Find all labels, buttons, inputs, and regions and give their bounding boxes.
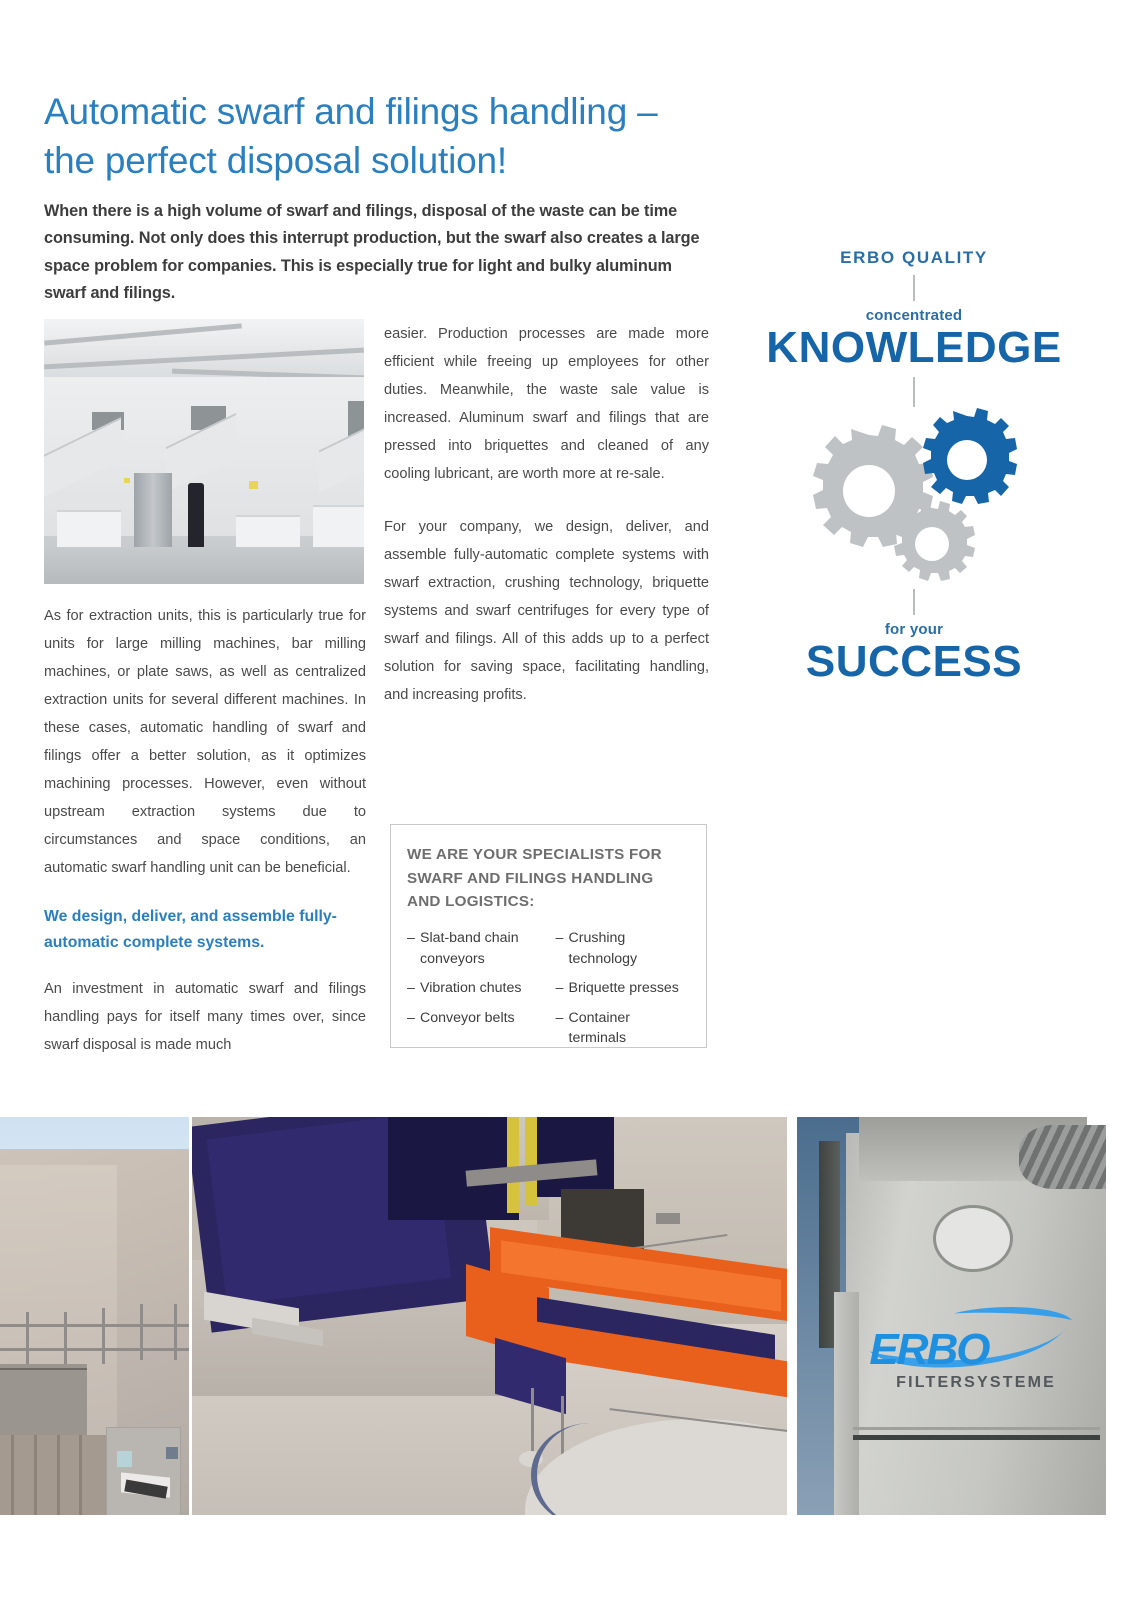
list-item-label: Container terminals	[568, 1009, 631, 1047]
list-item-label: Slat-band chain conveyors	[420, 930, 519, 967]
dash-bullet: –	[555, 930, 564, 947]
page-title-line1: Automatic swarf and filings handling –	[44, 91, 658, 132]
list-item-label: Conveyor belts	[420, 1009, 515, 1026]
specialists-column-left	[407, 928, 542, 1058]
list-item	[556, 1008, 691, 1049]
erbo-logo	[865, 1300, 1087, 1411]
dash-bullet: –	[555, 980, 564, 997]
photo-building-exterior	[0, 1117, 189, 1515]
list-item	[407, 928, 542, 969]
list-item-label: Briquette presses	[568, 980, 679, 997]
list-item	[556, 978, 691, 999]
dash-bullet: –	[407, 930, 415, 947]
list-item	[407, 1008, 542, 1029]
gear-blue	[923, 408, 1017, 504]
right-body-column	[384, 320, 709, 709]
list-item-label: Vibration chutes	[420, 980, 522, 997]
gear-small-grey	[894, 501, 975, 581]
left-body-column	[44, 602, 366, 1059]
photo-conveyor-plant	[192, 1117, 787, 1515]
list-item	[407, 978, 542, 999]
left-paragraph-1: As for extraction units, this is particularly true for units for large milling machines, bar milling machines, or plate saws, as well as centralized extraction units for several different machines. In these cases, automatic handling of swarf and filings offer a better solution, as it optimizes machining processes. However, even without upstream extraction systems due to circumstances and space conditions, an automatic swarf handling unit can be beneficial.	[44, 608, 366, 877]
erbo-logo-subtitle: FILTERSYSTEME	[896, 1373, 1056, 1391]
specialists-box-title: WE ARE YOUR SPECIALISTS FOR SWARF AND FILINGS HANDLING AND LOGISTICS:	[407, 846, 662, 911]
intro-paragraph: When there is a high volume of swarf and filings, disposal of the waste can be time consuming. Not only does this interrupt production, but the swarf also creates a large space problem for companies. This is especially true for light and bulky aluminum swarf and filings.	[44, 202, 700, 303]
dash-bullet: –	[407, 980, 415, 997]
specialists-list	[407, 928, 690, 1058]
connector-line-top	[913, 275, 915, 301]
left-highlight-text: We design, deliver, and assemble fully-automatic complete systems.	[44, 908, 337, 951]
list-item-label: Crushing technology	[568, 930, 638, 967]
photo-erbo-filter-unit	[797, 1117, 1106, 1515]
photo-industrial-hall	[44, 319, 364, 584]
list-item	[556, 928, 691, 969]
right-paragraph-2: For your company, we design, deliver, and assemble fully-automatic complete systems with swarf extraction, crushing technology, briquette systems and swarf centrifuges for every type of swarf and filings. All of this adds up to a perfect solution for saving space, facilitating handling, and increasing profits.	[384, 519, 709, 704]
page-title	[44, 88, 744, 186]
connector-line-bottom	[913, 589, 915, 615]
connector-line-middle	[913, 377, 915, 407]
specialists-box	[390, 824, 707, 1048]
success-big-label: SUCCESS	[805, 636, 1023, 686]
dash-bullet: –	[407, 1009, 415, 1026]
left-paragraph-2: An investment in automatic swarf and filings handling pays for itself many times over, since swarf disposal is made much	[44, 981, 366, 1054]
specialists-column-right	[556, 928, 691, 1058]
dash-bullet: –	[555, 1009, 564, 1026]
knowledge-big-label: KNOWLEDGE	[766, 323, 1062, 372]
right-paragraph-1: easier. Production processes are made more efficient while freeing up employees for other duties. Meanwhile, the waste sale value is increased. Aluminum swarf and filings that are pressed into briquettes and cleaned of any cooling lubricant, are worth more at re-sale.	[384, 326, 709, 483]
gears-illustration	[784, 407, 1044, 585]
erbo-logo-brand: ERBO	[869, 1324, 989, 1374]
knowledge-small-label: concentrated	[865, 307, 963, 324]
page-title-line2: the perfect disposal solution!	[44, 139, 507, 181]
success-small-label: for your	[884, 620, 944, 638]
erbo-quality-graphic	[744, 248, 1084, 686]
quality-top-label: ERBO QUALITY	[840, 248, 988, 267]
